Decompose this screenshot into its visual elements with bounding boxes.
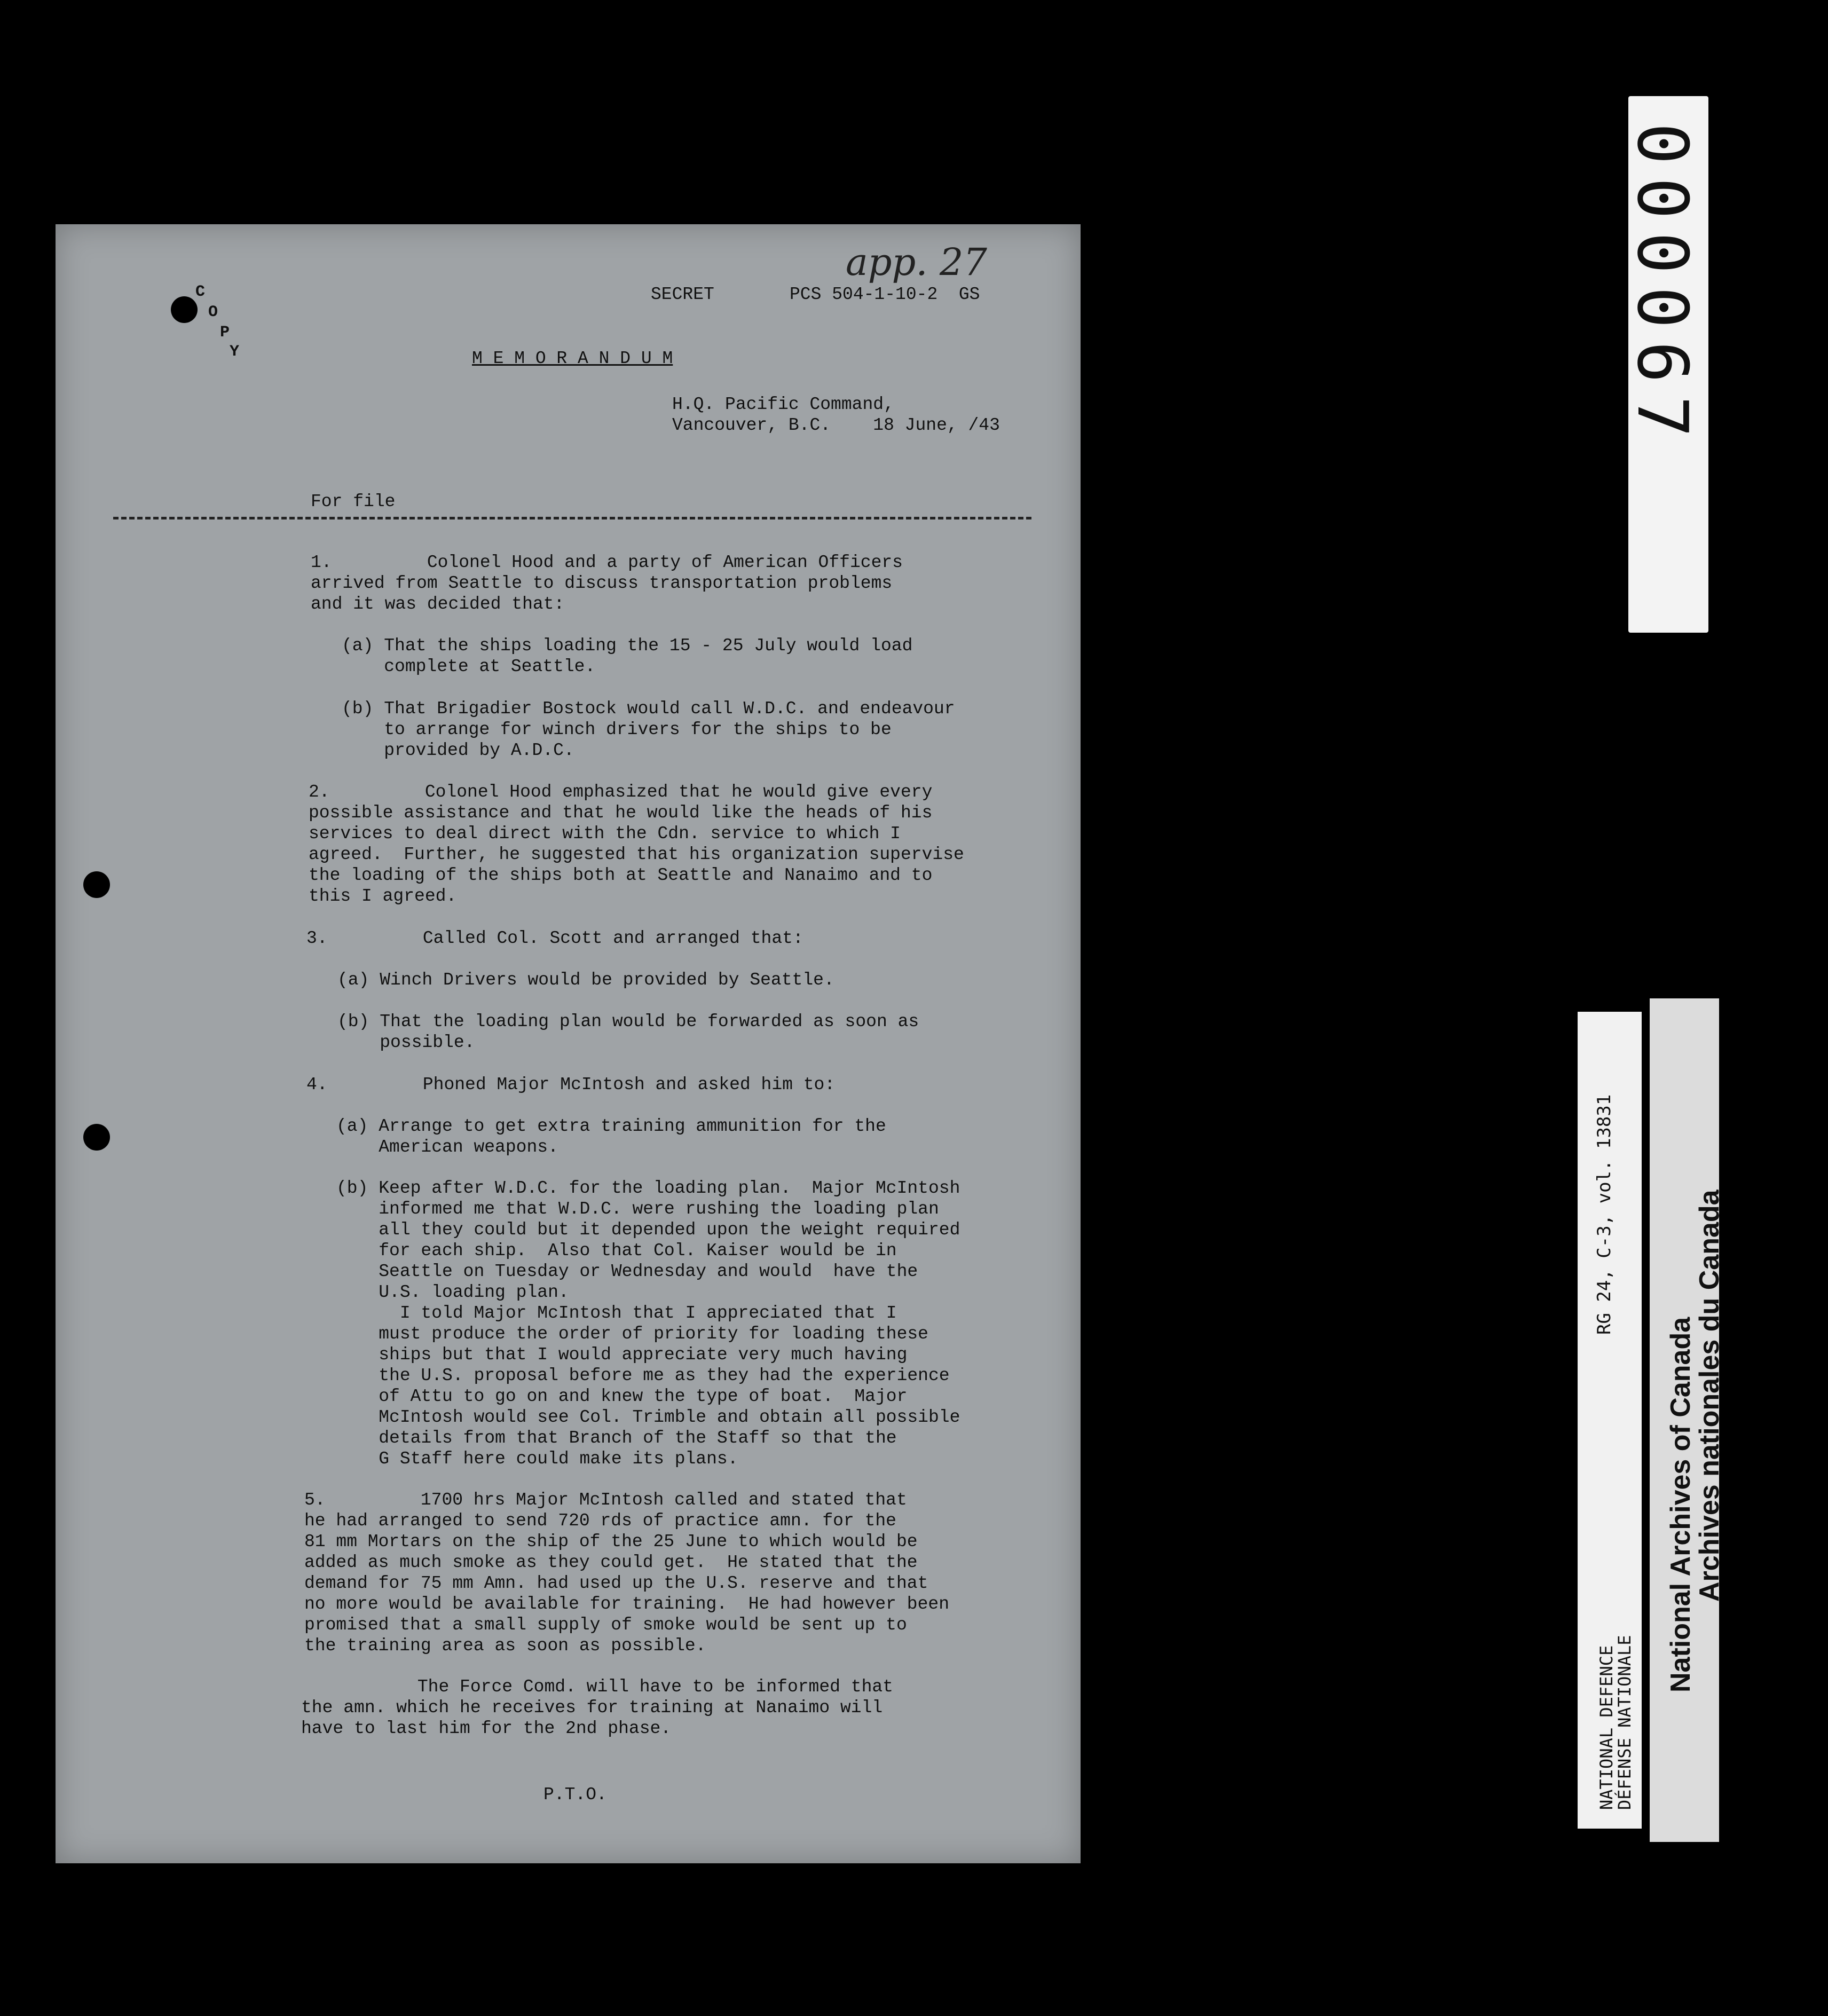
paragraph-1b: (b) That Brigadier Bostock would call W.D.C. and endeavour to arrange for winch drivers for the ships to be provided by A.D.C.	[342, 699, 955, 760]
paragraph-3: 3. Called Col. Scott and arranged that:	[306, 928, 803, 948]
copy-stamp-p: P	[220, 324, 230, 342]
classification: SECRET	[651, 285, 714, 304]
paragraph-1a: (a) That the ships loading the 15 - 25 July would load complete at Seattle.	[342, 636, 913, 676]
handwritten-reference: app. 27	[846, 240, 987, 284]
department-name-en: NATIONAL DEFENCE	[1596, 1645, 1617, 1810]
department-name-fr: DÉFENSE NATIONALE	[1614, 1635, 1635, 1810]
record-group-reference: RG 24, C-3, vol. 13831	[1594, 1094, 1615, 1335]
paragraph-2: 2. Colonel Hood emphasized that he would give every possible assistance and that he would like the heads of his services to deal direct with the Cdn. service to which I agreed. Further, he suggested that his organization supervise the loading of the ships both at Seattle and Nanaimo and to this I agreed.	[309, 782, 964, 906]
memorandum-sheet	[56, 224, 1081, 1863]
paragraph-4b: (b) Keep after W.D.C. for the loading plan. Major McIntosh informed me that W.D.C. were rushing the loading plan all they could but it depended upon the weight required for each ship. Also that Col. Kaiser would be in Seattle on Tuesday or Wednesday and would have the U.S. loading plan. I told Major McIntosh that I appreciated that I must produce the order of priority for loading these ships but that I would appreciate very much having the U.S. proposal before me as they had the experience of Attu to go on and knew the type of boat. Major McIntosh would see Col. Trimble and obtain all possible details from that Branch of the Staff so that the G Staff here could make its plans.	[336, 1178, 960, 1469]
memo-title: M E M O R A N D U M	[472, 349, 673, 368]
paragraph-4a: (a) Arrange to get extra training ammunition for the American weapons.	[336, 1116, 886, 1157]
copy-stamp-y: Y	[230, 343, 240, 361]
file-reference: PCS 504-1-10-2 GS	[790, 285, 980, 304]
pto-marker: P.T.O.	[543, 1785, 607, 1805]
punch-hole-lower	[83, 1124, 110, 1151]
for-file-label: For file	[311, 492, 396, 511]
paragraph-5: 5. 1700 hrs Major McIntosh called and stated that he had arranged to send 720 rds of practice amn. for the 81 mm Mortars on the ship of the 25 June to which would be added as much smoke as they could get. He stated that the demand for 75 mm Amn. had used up the U.S. reserve and that no more would be available for training. He had however been promised that a small supply of smoke would be sent up to the training area as soon as possible.	[304, 1490, 949, 1656]
paragraph-3a: (a) Winch Drivers would be provided by Seattle.	[337, 970, 834, 990]
frame-number: 000067	[1622, 123, 1703, 451]
archives-name-fr: Archives nationales du Canada	[1694, 1190, 1725, 1602]
copy-stamp-o: O	[208, 303, 218, 321]
copy-stamp-c: C	[195, 283, 206, 301]
archives-name-en: National Archives of Canada	[1665, 1317, 1696, 1692]
paragraph-3b: (b) That the loading plan would be forwarded as soon as possible.	[337, 1012, 919, 1052]
dashed-separator	[113, 517, 1031, 519]
punch-hole-middle	[83, 871, 110, 898]
origin-line-2: Vancouver, B.C. 18 June, /43	[672, 415, 1000, 435]
punch-hole-top	[171, 296, 198, 323]
origin-line-1: H.Q. Pacific Command,	[672, 395, 894, 414]
paragraph-closing: The Force Comd. will have to be informed that the amn. which he receives for training at Nanaimo will have to last him for the 2nd phase.	[301, 1677, 893, 1738]
paragraph-1: 1. Colonel Hood and a party of American Officers arrived from Seattle to discuss transportation problems and it was decided that:	[311, 553, 903, 614]
paragraph-4: 4. Phoned Major McIntosh and asked him to:	[306, 1075, 836, 1094]
